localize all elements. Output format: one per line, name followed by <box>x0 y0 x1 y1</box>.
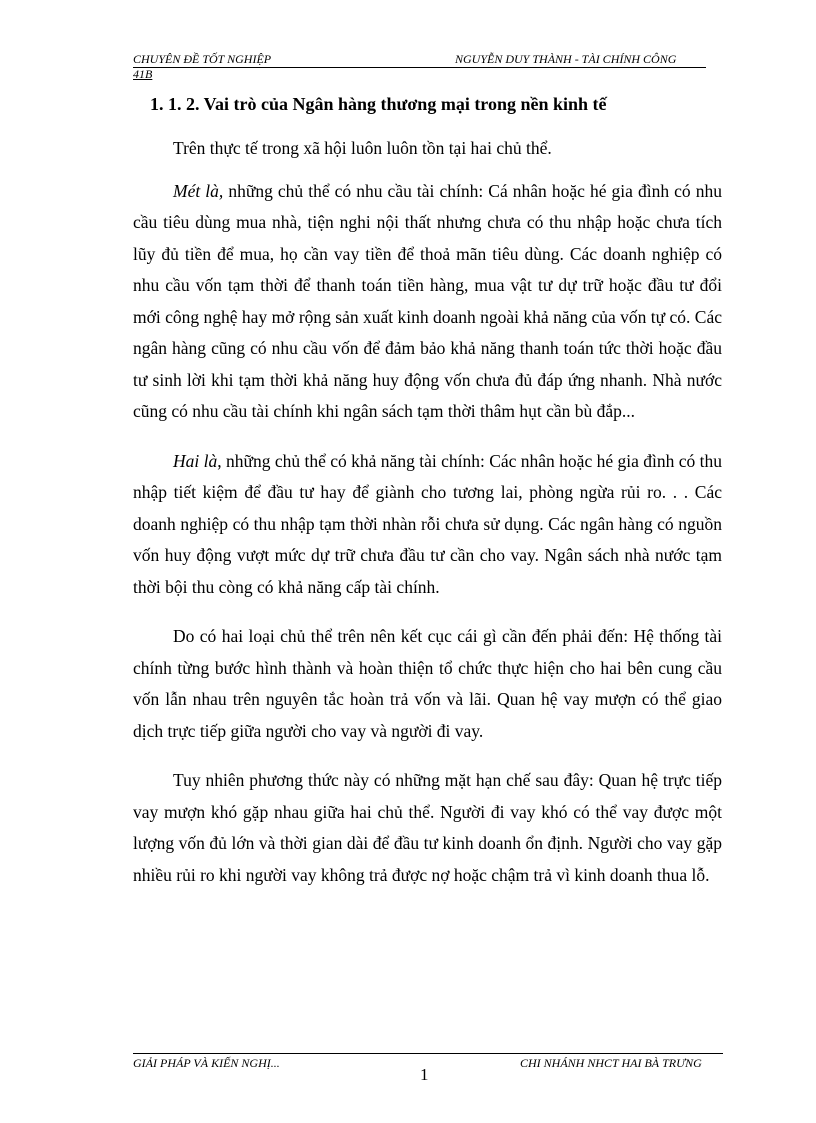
paragraph-1: Trên thực tế trong xã hội luôn luôn tồn tại hai chủ thể. <box>173 138 552 158</box>
body-text <box>133 133 722 909</box>
header-right-author: NGUYỄN DUY THÀNH - TÀI CHÍNH CÔNG <box>455 52 677 66</box>
paragraph-3-lead: Hai là <box>173 450 218 471</box>
paragraph-2 <box>133 176 722 428</box>
page-number: 1 <box>420 1065 429 1084</box>
paragraph-2-body: những chủ thể có nhu cầu tài chính: Cá nhân hoặc hé gia đình có nhu cầu tiêu dùng mua nhà, tiện nghi nội thất nhưng chưa có thu nhập hoặc chưa tích lũy đủ tiền để mua, họ cần vay tiền để thoả mãn tiêu dùng. Các doanh nghiệp có nhu cầu vốn tạm thời để thanh toán tiền hàng, mua vật tư dự trữ hoặc đầu tư đổi mới công nghệ hay mở rộng sản xuất kinh doanh ngoài khả năng của vốn tự có. Các ngân hàng cũng có nhu cầu vốn để đảm bảo khả năng thanh toán tức thời hoặc đầu tư sinh lời khi tạm thời khả năng huy động vốn chưa đủ đáp ứng nhanh. Nhà nước cũng có nhu cầu tài chính khi ngân sách tạm thời thâm hụt cần bù đắp... <box>133 180 722 421</box>
footer-rule <box>133 1053 723 1054</box>
header-rule <box>133 67 706 68</box>
footer-right: CHI NHÁNH NHCT HAI BÀ TRƯNG <box>520 1056 702 1070</box>
footer-left: GIẢI PHÁP VÀ KIẾN NGHỊ... <box>133 1056 280 1070</box>
header-left-title: CHUYÊN ĐỀ TỐT NGHIỆP <box>133 52 272 66</box>
section-heading: 1. 1. 2. Vai trò của Ngân hàng thương mại trong nền kinh tế <box>150 94 607 114</box>
paragraph-2-lead: Mét là, <box>173 180 224 201</box>
paragraph-3-body: , những chủ thể có khả năng tài chính: Các nhân hoặc hé gia đình có thu nhập tiết kiệm để đầu tư hay để giành cho tương lai, phòng ngừa rủi ro. . . Các doanh nghiệp có thu nhập tạm thời nhàn rỗi chưa sử dụng. Các ngân hàng có nguồn vốn huy động vượt mức dự trữ chưa đầu tư cần cho vay. Ngân sách nhà nước tạm thời bội thu còng có khả năng cấp tài chính. <box>133 450 722 597</box>
paragraph-5: Tuy nhiên phương thức này có những mặt hạn chế sau đây: Quan hệ trực tiếp vay mượn khó gặp nhau giữa hai chủ thể. Người đi vay khó có thể vay được một lượng vốn đủ lớn và thời gian dài để đầu tư kinh doanh ổn định. Người cho vay gặp nhiều rủi ro khi người vay không trả được nợ hoặc chậm trả vì kinh doanh thua lỗ. <box>133 770 722 885</box>
paragraph-4: Do có hai loại chủ thể trên nên kết cục cái gì cần đến phải đến: Hệ thống tài chính từng bước hình thành và hoàn thiện tổ chức thực hiện cho hai bên cung cầu vốn lẫn nhau trên nguyên tắc hoàn trả vốn và lãi. Quan hệ vay mượn có thể giao dịch trực tiếp giữa người cho vay và người đi vay. <box>133 626 722 741</box>
paragraph-3 <box>133 446 722 604</box>
header-continuation: 41B <box>133 67 153 81</box>
